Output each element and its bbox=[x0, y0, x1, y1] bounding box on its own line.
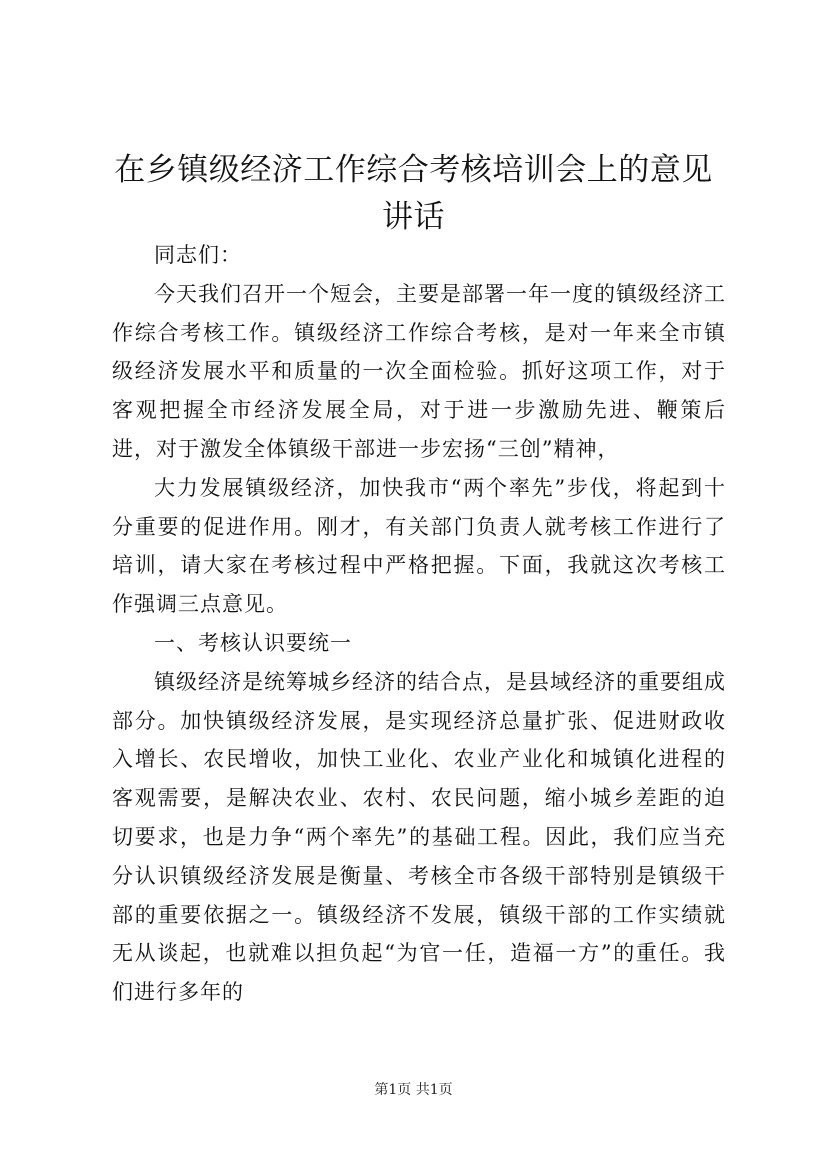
body-paragraph: 今天我们召开一个短会，主要是部署一年一度的镇级经济工作综合考核工作。镇级经济工作综合考核，是对一年来全市镇级经济发展水平和质量的一次全面检验。抓好这项工作，对于客观把握全市经济发展全局，对于进一步激励先进、鞭策后进，对于激发全体镇级干部进一步宏扬“三创”精神， bbox=[112, 281, 726, 461]
section-heading: 一、考核认识要统一 bbox=[154, 630, 352, 655]
body-paragraph: 镇级经济是统筹城乡经济的结合点，是县域经济的重要组成部分。加快镇级经济发展，是实现经济总量扩张、促进财政收入增长、农民增收，加快工业化、农业产业化和城镇化进程的客观需要，是解决农业、农村、农民问题，缩小城乡差距的迫切要求，也是力争“两个率先”的基础工程。因此，我们应当充分认识镇级经济发展是衡量、考核全市各级干部特别是镇级干部的重要依据之一。镇级经济不发展，镇级干部的工作实绩就无从谈起，也就难以担负起“为官一任，造福一方”的重任。我们进行多年的 bbox=[112, 669, 726, 1005]
salutation-paragraph: 同志们： bbox=[154, 243, 242, 267]
document-title: 在乡镇级经济工作综合考核培训会上的意见讲话 bbox=[114, 152, 713, 235]
page-number-footer: 第1页 共1页 bbox=[374, 1082, 453, 1098]
body-paragraph: 大力发展镇级经济，加快我市“两个率先”步伐，将起到十分重要的促进作用。刚才，有关部门负责人就考核工作进行了培训，请大家在考核过程中严格把握。下面，我就这次考核工作强调三点意见。 bbox=[112, 475, 726, 617]
document-body bbox=[112, 236, 726, 1012]
